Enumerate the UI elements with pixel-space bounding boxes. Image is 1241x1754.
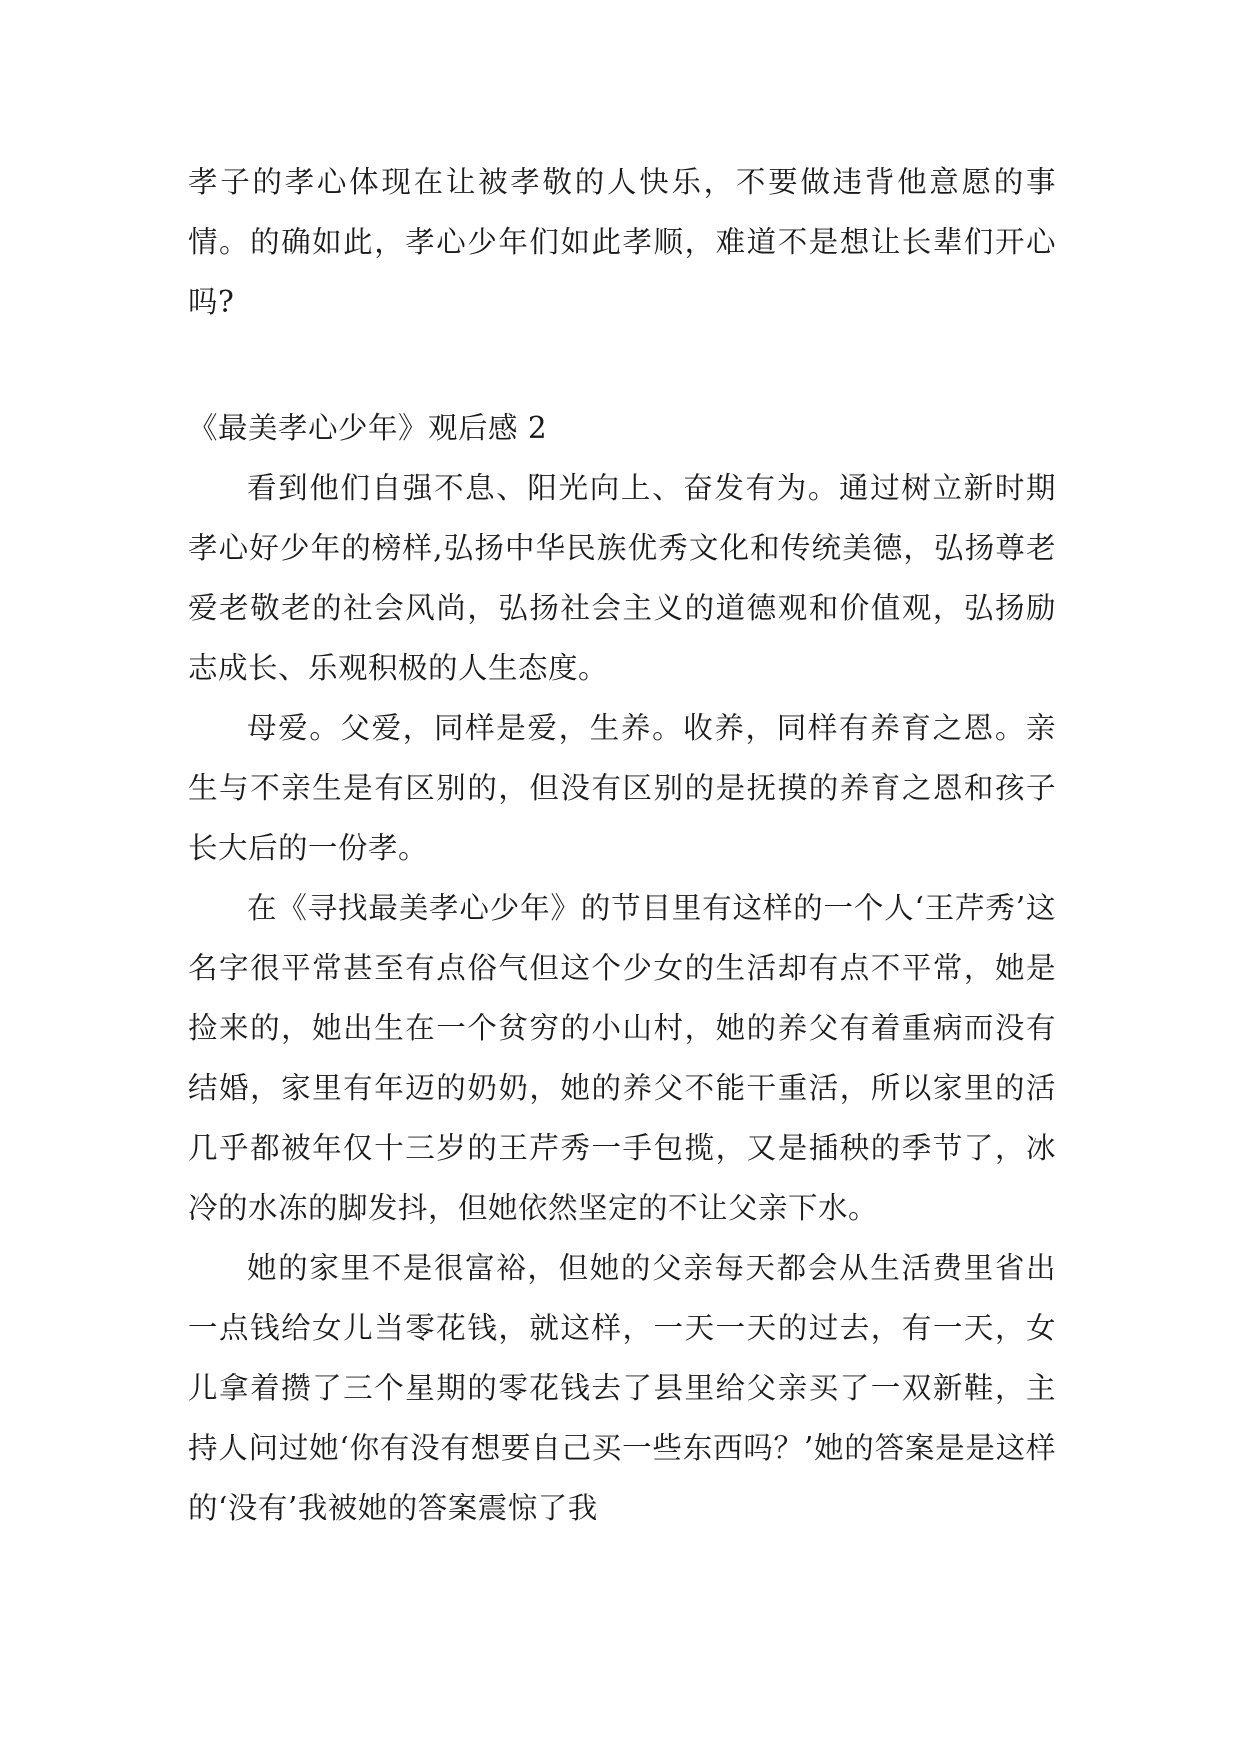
body-paragraph-3: 在《寻找最美孝心少年》的节目里有这样的一个人‘王芹秀’这名字很平常甚至有点俗气但这个少女的生活却有点不平常，她是捡来的，她出生在一个贫穷的小山村，她的养父有着重病而没有结婚，家里有年迈的奶奶，她的养父不能干重活，所以家里的活几乎都被年仅十三岁的王芹秀一手包揽，又是插秧的季节了，冰冷的水冻的脚发抖，但她依然坚定的不让父亲下水。: [188, 891, 1056, 1225]
body-paragraph-2: 母爱。父爱，同样是爱，生养。收养，同样有养育之恩。亲生与不亲生是有区别的，但没有区别的是抚摸的养育之恩和孩子长大后的一份孝。: [188, 711, 1056, 865]
body-paragraph-4: 她的家里不是很富裕，但她的父亲每天都会从生活费里省出一点钱给女儿当零花钱，就这样，一天一天的过去，有一天，女儿拿着攒了三个星期的零花钱去了县里给父亲买了一双新鞋，主持人问过她‘你有没有想要自己买一些东西吗？’她的答案是是这样的‘没有’我被她的答案震惊了我: [188, 1251, 1056, 1525]
intro-block: [188, 152, 1056, 332]
intro-paragraph: 孝子的孝心体现在让被孝敬的人快乐，不要做违背他意愿的事情。的确如此，孝心少年们如此孝顺，难道不是想让长辈们开心吗?: [188, 165, 1056, 319]
body-text: [188, 458, 1056, 1538]
section-title: 《最美孝心少年》观后感 2: [188, 411, 548, 445]
body-paragraph-1: 看到他们自强不息、阳光向上、奋发有为。通过树立新时期孝心好少年的榜样,弘扬中华民族优秀文化和传统美德，弘扬尊老爱老敬老的社会风尚，弘扬社会主义的道德观和价值观，弘扬励志成长、乐观积极的人生态度。: [188, 471, 1056, 685]
